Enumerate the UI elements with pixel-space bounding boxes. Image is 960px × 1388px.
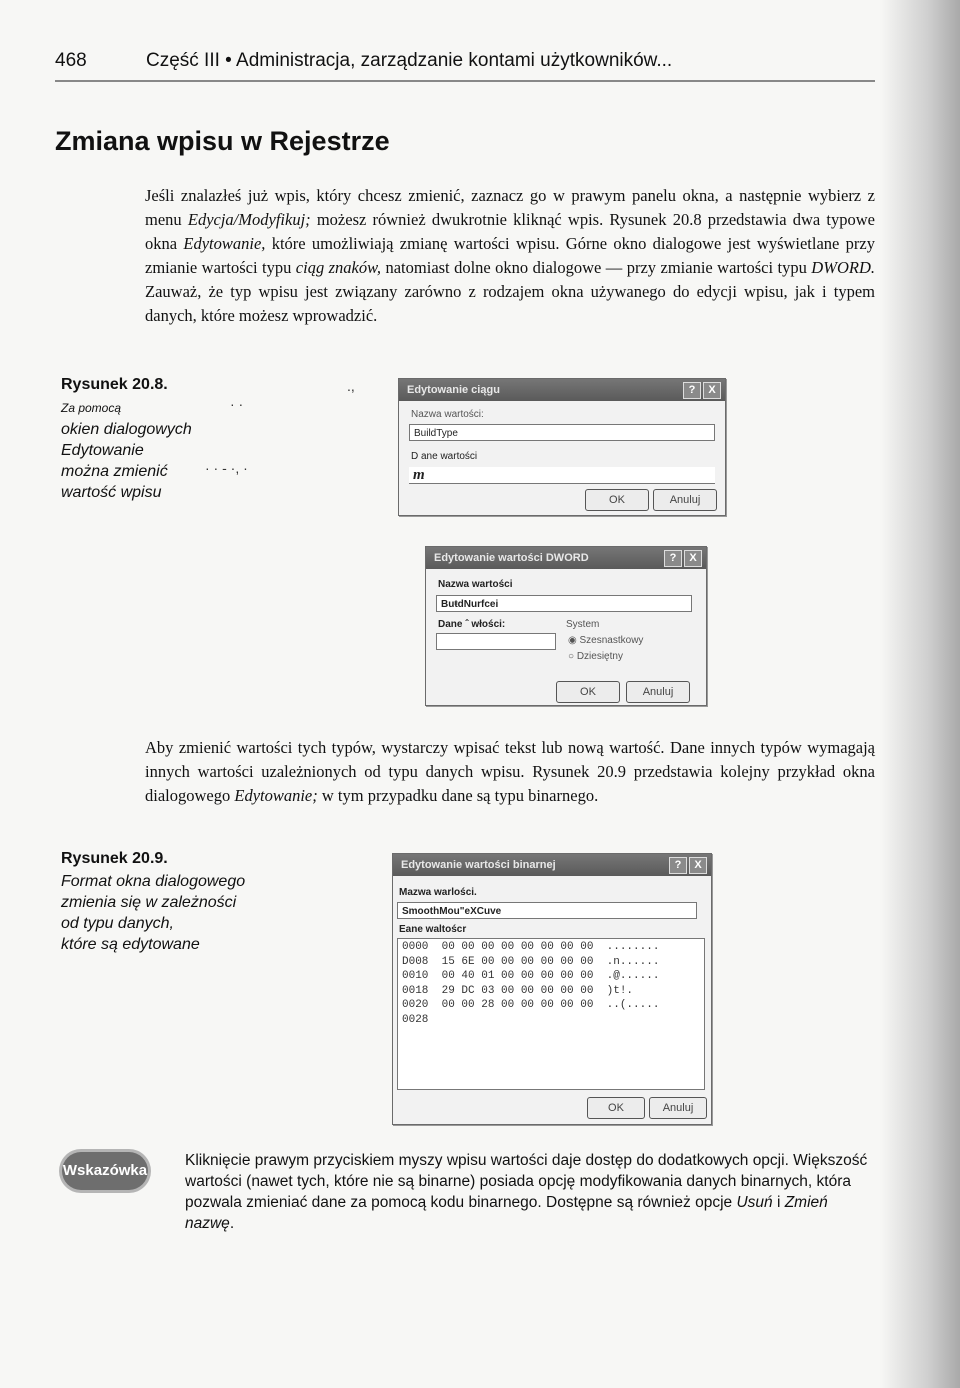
- hex-row: 0000 00 00 00 00 00 00 00 00 ........: [402, 941, 660, 953]
- text-run-italic: Zmień nazwę: [185, 1194, 828, 1232]
- edit-dword-dialog: [425, 546, 707, 706]
- text-run-italic: Edytowanie;: [234, 786, 318, 805]
- text-run: Aby zmienić wartości tych typów, wystarczy wpisać tekst lub nową wartość. Dane innych typów wymagają innych wartości uzależnionych od typu danych wpisu. Rysunek 20.9 przedstawia kolejny przykład okna dialogowego: [145, 738, 875, 805]
- scan-artifact: · ·: [230, 396, 244, 412]
- radio-dec[interactable]: [568, 651, 623, 662]
- tip-badge: Wskazówka: [62, 1152, 148, 1190]
- hex-row: 0020 00 00 28 00 00 00 00 00 ..(.....: [402, 999, 660, 1011]
- caption-line: okien dialogowych: [61, 421, 192, 438]
- value-name-label: Nazwa wartości: [438, 579, 513, 590]
- radio-label: Szesnastkowy: [579, 635, 644, 646]
- ok-button[interactable]: OK: [587, 1097, 645, 1119]
- dialog-titlebar: [393, 854, 711, 876]
- dialog-titlebar: [399, 379, 725, 401]
- radio-empty-icon: ○: [568, 651, 575, 662]
- caption-line: Edytowanie: [61, 442, 144, 459]
- close-button[interactable]: X: [703, 382, 721, 399]
- edit-string-dialog: [398, 378, 726, 516]
- caption-line: od typu danych,: [61, 915, 174, 932]
- figure-20-8-title: Rysunek 20.8.: [61, 376, 168, 393]
- hex-row: 0028: [402, 1013, 429, 1026]
- radio-label: Dziesiętny: [576, 651, 623, 662]
- page-number: 468: [55, 50, 87, 71]
- dialog-title: Edytowanie wartości binarnej: [401, 859, 556, 871]
- text-run: możesz również dwukrotnie kliknąć wpis. Rysunek 20.8 przedstawia dwa typowe okna: [145, 210, 875, 253]
- cancel-button[interactable]: Anuluj: [649, 1097, 707, 1119]
- caption-line: zmienia się w zależności: [61, 894, 237, 911]
- cancel-button[interactable]: Anuluj: [653, 489, 717, 511]
- value-data-field[interactable]: m: [409, 467, 715, 484]
- text-run: natomiast dolne okno dialogowe — przy zmianie wartości typu: [381, 258, 812, 277]
- value-name-label: Mazwa warlości.: [399, 887, 477, 898]
- figure-20-8-caption: [61, 398, 192, 503]
- value-name-field[interactable]: SmoothMou"eXCuve: [397, 902, 697, 919]
- scan-artifact: .,: [347, 378, 355, 394]
- ok-button[interactable]: OK: [585, 489, 649, 511]
- radio-selected-icon: ◉: [568, 635, 577, 646]
- text-run: Jeśli znalazłeś już wpis, który chcesz zmienić, zaznacz go w prawym panelu okna, a następnie wybierz z menu: [145, 186, 875, 229]
- caption-line: Format okna dialogowego: [61, 873, 246, 890]
- caption-line: Za pomocą: [61, 401, 122, 415]
- value-data-label: D ane wartości: [411, 451, 478, 462]
- text-run-italic: DWORD.: [811, 258, 875, 277]
- running-title: Część III • Administracja, zarządzanie kontami użytkowników...: [145, 50, 673, 71]
- hex-row: 0018 29 DC 03 00 00 00 00 00 )t!.: [402, 984, 634, 997]
- text-run: w tym przypadku dane są typu binarnego.: [317, 786, 599, 805]
- hex-row: 0010 00 40 01 00 00 00 00 00 .@......: [402, 970, 660, 982]
- figure-20-9-title: Rysunek 20.9.: [61, 850, 168, 867]
- ok-button[interactable]: OK: [556, 681, 620, 703]
- caption-line: wartość wpisu: [61, 484, 162, 501]
- edit-binary-dialog: [392, 853, 712, 1125]
- dialog-title: Edytowanie ciągu: [407, 384, 500, 396]
- scan-artifact: · · - ·, ·: [205, 460, 248, 476]
- text-run: Zauważ, że typ wpisu jest związany zarówno z rodzajem okna używanego do edycji wpisu, jak i typem danych, które możesz wprowadzić.: [145, 282, 875, 325]
- tip-text: [185, 1150, 880, 1234]
- paragraph-intro: [145, 184, 875, 328]
- section-title: Zmiana wpisu w Rejestrze: [55, 126, 390, 156]
- help-button[interactable]: ?: [669, 857, 687, 874]
- hex-row: D008 15 6E 00 00 00 00 00 00 .n......: [402, 955, 660, 968]
- running-header: [55, 50, 875, 72]
- cancel-button[interactable]: Anuluj: [626, 681, 690, 703]
- close-button[interactable]: X: [684, 550, 702, 567]
- value-name-label: Nazwa wartości:: [411, 409, 484, 420]
- hex-editor-content: [402, 940, 659, 1027]
- caption-line: można zmienić: [61, 463, 168, 480]
- text-run-italic: Usuń: [736, 1194, 773, 1211]
- text-run: i: [772, 1194, 785, 1211]
- figure-20-9-caption: [61, 871, 245, 955]
- page-edge-shadow: [880, 0, 960, 1388]
- close-button[interactable]: X: [689, 857, 707, 874]
- radio-hex[interactable]: [568, 635, 643, 646]
- base-system-label: System: [566, 619, 600, 630]
- value-name-field[interactable]: BuŧdNurfcei: [436, 595, 692, 612]
- text-run-italic: Edytowanie,: [183, 234, 266, 253]
- value-name-field[interactable]: BuildType: [409, 424, 715, 441]
- help-button[interactable]: ?: [664, 550, 682, 567]
- text-run: Kliknięcie prawym przyciskiem myszy wpisu wartości daje dostęp do dodatkowych opcji. Większość wartości (nawet tych, które nie są binarne) posiada opcję modyfikowania danych binarnych, która pozwala zmieniać dane za pomocą kodu binarnego. Dostępne są również opcje: [185, 1152, 868, 1211]
- dialog-title: Edytowanie wartości DWORD: [434, 552, 589, 564]
- caption-line: które są edytowane: [61, 936, 200, 953]
- text-run: które umożliwiają zmianę wartości wpisu. Górne okno dialogowe jest wyświetlane przy zmianie wartości typu: [145, 234, 876, 277]
- paragraph-binary: [145, 736, 875, 808]
- value-data-field[interactable]: [436, 633, 556, 650]
- text-run-italic: ciąg znaków,: [295, 258, 382, 277]
- text-run-italic: Edycja/Modyfikuj;: [187, 210, 311, 229]
- dialog-titlebar: [426, 547, 706, 569]
- value-data-label: Dane ˆ włości:: [438, 619, 506, 630]
- text-run: .: [229, 1215, 235, 1232]
- value-data-label: Eane waltoścr: [399, 924, 467, 935]
- header-rule: [55, 80, 875, 82]
- help-button[interactable]: ?: [683, 382, 701, 399]
